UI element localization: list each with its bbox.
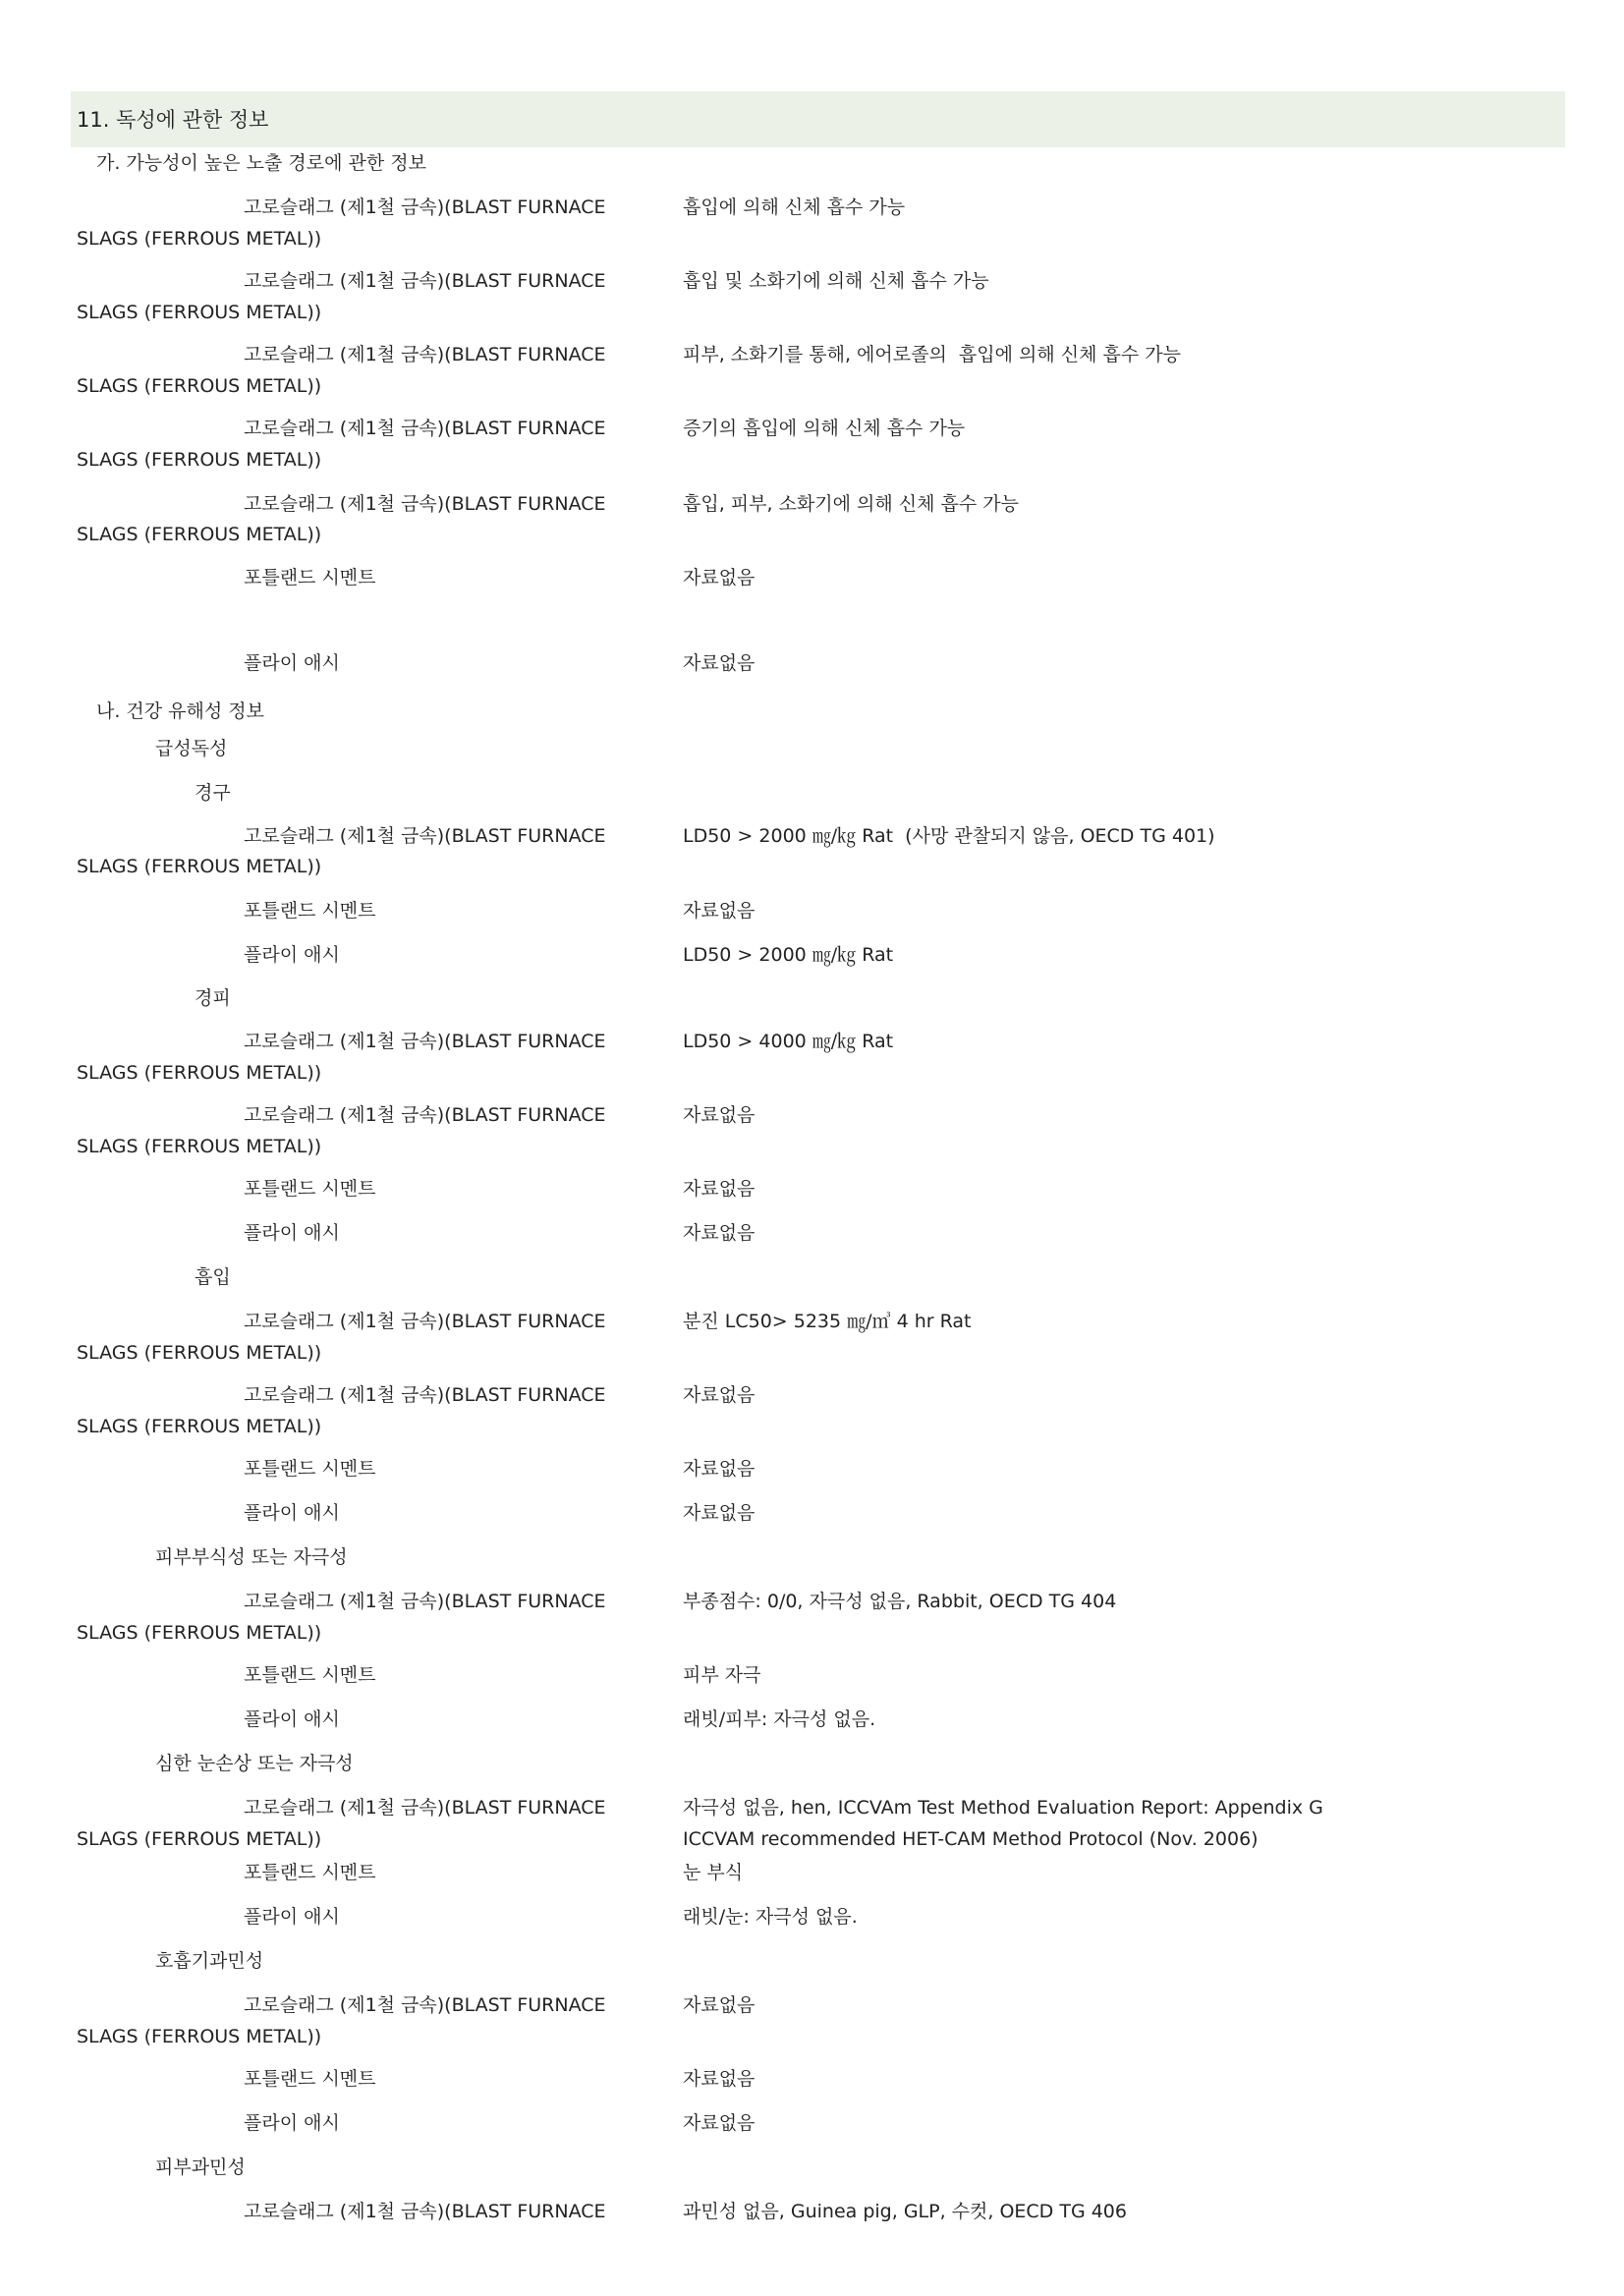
substance-name-continued: SLAGS (FERROUS METAL)): [77, 2026, 322, 2047]
dermal-value-fly-ash: 자료없음: [683, 1222, 756, 1244]
substance-name-continued: SLAGS (FERROUS METAL)): [77, 449, 322, 471]
substance-name: 고로슬래그 (제1철 금속)(BLAST FURNACE: [244, 1031, 606, 1052]
substance-name-continued: SLAGS (FERROUS METAL)): [77, 1136, 322, 1157]
substance-name-fly-ash: 플라이 애시: [244, 1906, 340, 1928]
substance-name: 고로슬래그 (제1철 금속)(BLAST FURNACE: [244, 196, 606, 218]
substance-name-portland: 포틀랜드 시멘트: [244, 1862, 376, 1883]
oral-label: 경구: [195, 782, 231, 804]
inhalation-value-slag: 자료없음: [683, 1384, 756, 1406]
substance-name: 고로슬래그 (제1철 금속)(BLAST FURNACE: [244, 1384, 606, 1406]
inhalation-value-fly-ash: 자료없음: [683, 1502, 756, 1524]
respiratory-value-fly-ash: 자료없음: [683, 2112, 756, 2134]
substance-name-continued: SLAGS (FERROUS METAL)): [77, 856, 322, 877]
eye-damage-value-portland: 눈 부식: [683, 1862, 744, 1883]
substance-name-fly-ash: 플라이 애시: [244, 944, 340, 966]
substance-name-portland: 포틀랜드 시멘트: [244, 1664, 376, 1686]
substance-name-continued: SLAGS (FERROUS METAL)): [77, 228, 322, 250]
section-title: 11. 독성에 관한 정보: [77, 108, 269, 132]
substance-name-fly-ash: 플라이 애시: [244, 652, 340, 674]
respiratory-value-portland: 자료없음: [683, 2068, 756, 2090]
exposure-heading: 가. 가능성이 높은 노출 경로에 관한 정보: [96, 152, 426, 174]
substance-name: 고로슬래그 (제1철 금속)(BLAST FURNACE: [244, 1311, 606, 1332]
acute-toxicity-label: 급성독성: [155, 738, 228, 759]
substance-name-continued: SLAGS (FERROUS METAL)): [77, 375, 322, 397]
substance-name-portland: 포틀랜드 시멘트: [244, 567, 376, 588]
exposure-value: 흡입, 피부, 소화기에 의해 신체 흡수 가능: [683, 493, 1019, 515]
skin-sensitization-label: 피부과민성: [155, 2156, 246, 2178]
eye-damage-value-slag: 자극성 없음, hen, ICCVAm Test Method Evaluation Report: Appendix G: [683, 1797, 1323, 1819]
substance-name: 고로슬래그 (제1철 금속)(BLAST FURNACE: [244, 1591, 606, 1612]
exposure-value: 자료없음: [683, 567, 756, 588]
skin-corrosion-label: 피부부식성 또는 자극성: [155, 1546, 348, 1568]
exposure-value: 자료없음: [683, 652, 756, 674]
substance-name-portland: 포틀랜드 시멘트: [244, 1178, 376, 1200]
eye-damage-value-slag-continued: ICCVAM recommended HET-CAM Method Protocol (Nov. 2006): [683, 1828, 1259, 1850]
respiratory-value-slag: 자료없음: [683, 1994, 756, 2016]
substance-name-portland: 포틀랜드 시멘트: [244, 2068, 376, 2090]
substance-name: 고로슬래그 (제1철 금속)(BLAST FURNACE: [244, 344, 606, 365]
skin-corrosion-value-fly-ash: 래빗/피부: 자극성 없음.: [683, 1708, 876, 1730]
exposure-value: 피부, 소화기를 통해, 에어로졸의 흡입에 의해 신체 흡수 가능: [683, 344, 1181, 365]
substance-name-fly-ash: 플라이 애시: [244, 1502, 340, 1524]
substance-name-continued: SLAGS (FERROUS METAL)): [77, 1416, 322, 1437]
dermal-value-slag: 자료없음: [683, 1104, 756, 1126]
health-heading: 나. 건강 유해성 정보: [96, 700, 264, 722]
substance-name-fly-ash: 플라이 애시: [244, 1222, 340, 1244]
substance-name-fly-ash: 플라이 애시: [244, 2112, 340, 2134]
substance-name-portland: 포틀랜드 시멘트: [244, 900, 376, 922]
substance-name-continued: SLAGS (FERROUS METAL)): [77, 1342, 322, 1364]
eye-damage-label: 심한 눈손상 또는 자극성: [155, 1753, 354, 1774]
substance-name: 고로슬래그 (제1철 금속)(BLAST FURNACE: [244, 418, 606, 439]
dermal-value-slag: LD50 > 4000 ㎎/㎏ Rat: [683, 1031, 894, 1052]
substance-name-continued: SLAGS (FERROUS METAL)): [77, 1828, 322, 1850]
eye-damage-value-fly-ash: 래빗/눈: 자극성 없음.: [683, 1906, 858, 1928]
skin-sensitization-value-slag: 과민성 없음, Guinea pig, GLP, 수컷, OECD TG 406: [683, 2201, 1127, 2222]
substance-name-continued: SLAGS (FERROUS METAL)): [77, 1062, 322, 1084]
oral-value-portland: 자료없음: [683, 900, 756, 922]
respiratory-sensitization-label: 호흡기과민성: [155, 1950, 264, 1972]
exposure-value: 흡입 및 소화기에 의해 신체 흡수 가능: [683, 270, 989, 292]
substance-name-continued: SLAGS (FERROUS METAL)): [77, 1622, 322, 1644]
substance-name: 고로슬래그 (제1철 금속)(BLAST FURNACE: [244, 1994, 606, 2016]
substance-name-continued: SLAGS (FERROUS METAL)): [77, 524, 322, 545]
substance-name: 고로슬래그 (제1철 금속)(BLAST FURNACE: [244, 1104, 606, 1126]
substance-name: 고로슬래그 (제1철 금속)(BLAST FURNACE: [244, 825, 606, 847]
exposure-value: 증기의 흡입에 의해 신체 흡수 가능: [683, 418, 966, 439]
oral-value-fly-ash: LD50 > 2000 ㎎/㎏ Rat: [683, 944, 894, 966]
inhalation-label: 흡입: [195, 1266, 231, 1288]
oral-value-slag: LD50 > 2000 ㎎/㎏ Rat (사망 관찰되지 않음, OECD TG 401): [683, 825, 1215, 847]
exposure-value: 흡입에 의해 신체 흡수 가능: [683, 196, 906, 218]
inhalation-value-slag: 분진 LC50> 5235 ㎎/㎥ 4 hr Rat: [683, 1311, 972, 1332]
substance-name-continued: SLAGS (FERROUS METAL)): [77, 302, 322, 323]
section-header-band: [71, 91, 1565, 147]
substance-name: 고로슬래그 (제1철 금속)(BLAST FURNACE: [244, 493, 606, 515]
substance-name-fly-ash: 플라이 애시: [244, 1708, 340, 1730]
skin-corrosion-value-slag: 부종점수: 0/0, 자극성 없음, Rabbit, OECD TG 404: [683, 1591, 1117, 1612]
substance-name: 고로슬래그 (제1철 금속)(BLAST FURNACE: [244, 2201, 606, 2222]
substance-name: 고로슬래그 (제1철 금속)(BLAST FURNACE: [244, 270, 606, 292]
substance-name-portland: 포틀랜드 시멘트: [244, 1458, 376, 1480]
substance-name: 고로슬래그 (제1철 금속)(BLAST FURNACE: [244, 1797, 606, 1819]
skin-corrosion-value-portland: 피부 자극: [683, 1664, 761, 1686]
dermal-value-portland: 자료없음: [683, 1178, 756, 1200]
dermal-label: 경피: [195, 987, 231, 1009]
inhalation-value-portland: 자료없음: [683, 1458, 756, 1480]
